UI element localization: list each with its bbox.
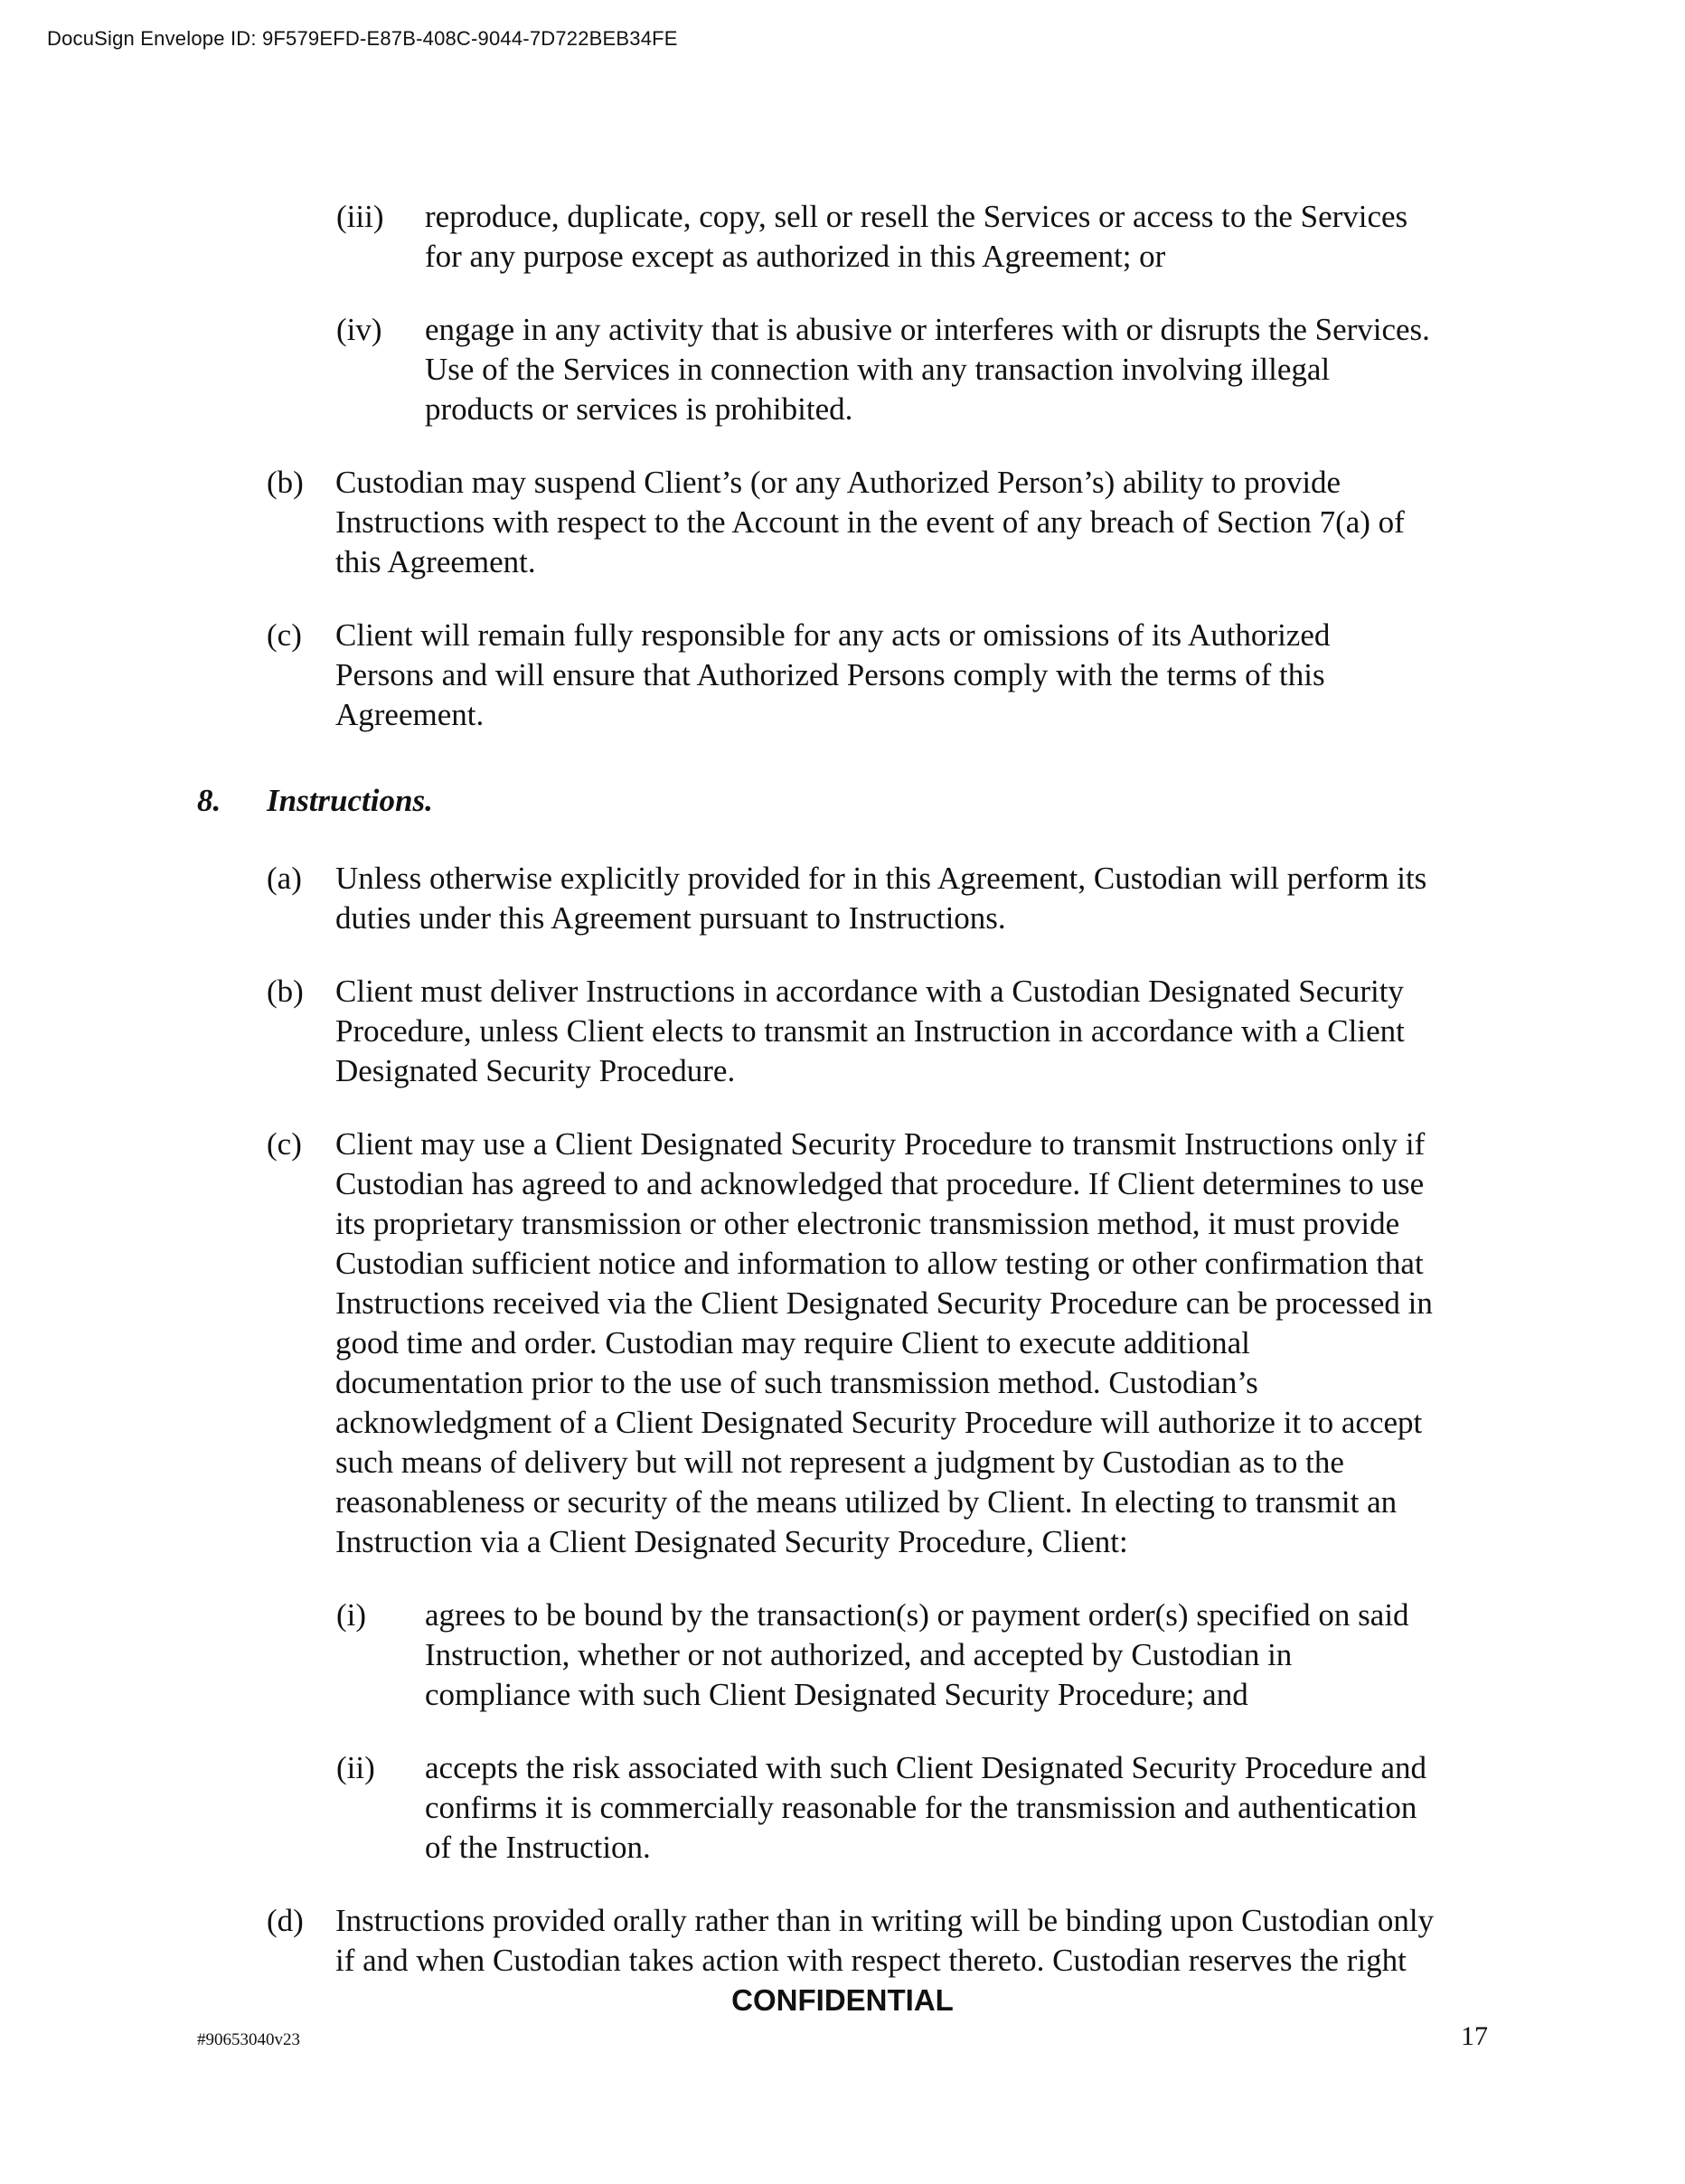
page-number: 17 [1461,2021,1488,2051]
text-line: its proprietary transmission or other electronic transmission method, it must provide [335,1206,1400,1241]
text-line: Client must deliver Instructions in accordance with a Custodian Designated Security [335,974,1404,1009]
text-line: Use of the Services in connection with any transaction involving illegal [425,352,1331,387]
clause-text [335,463,1405,582]
clause-text [425,1596,1409,1715]
clause-marker: (c) [267,617,302,653]
clause-marker: (ii) [336,1750,375,1785]
section-title: Instructions. [267,783,433,818]
document-number: #90653040v23 [197,2030,300,2049]
text-line: compliance with such Client Designated Security Procedure; and [425,1677,1248,1712]
text-line: this Agreement. [335,544,536,579]
clause-marker: (iii) [336,199,384,234]
text-line: documentation prior to the use of such transmission method. Custodian’s [335,1365,1258,1400]
text-line: reproduce, duplicate, copy, sell or resell the Services or access to the Services [425,199,1408,234]
clause-text [425,1748,1426,1868]
text-line: agrees to be bound by the transaction(s) or payment order(s) specified on said [425,1597,1409,1633]
clause-text [335,972,1405,1091]
clause-marker: (c) [267,1126,302,1162]
text-line: Instructions provided orally rather than in writing will be binding upon Custodian only [335,1903,1435,1938]
clause-text [335,1901,1434,1981]
docusign-envelope-id: DocuSign Envelope ID: 9F579EFD-E87B-408C-9044-7D722BEB34FE [47,27,678,50]
text-line: Procedure, unless Client elects to transmit an Instruction in accordance with a Client [335,1013,1405,1049]
text-line: engage in any activity that is abusive or interferes with or disrupts the Services. [425,312,1430,347]
confidential-label: CONFIDENTIAL [731,1983,954,2017]
text-line: products or services is prohibited. [425,391,853,427]
text-line: Agreement. [335,697,485,732]
clause-text [425,310,1430,429]
text-line: for any purpose except as authorized in this Agreement; or [425,239,1166,274]
text-line: Client will remain fully responsible for any acts or omissions of its Authorized [335,617,1331,653]
text-line: accepts the risk associated with such Client Designated Security Procedure and [425,1750,1427,1785]
text-line: reasonableness or security of the means utilized by Client. In electing to transmit an [335,1484,1398,1520]
clause-marker: (iv) [336,312,382,347]
text-line: confirms it is commercially reasonable for the transmission and authentication [425,1790,1417,1825]
text-line: Instructions with respect to the Account in the event of any breach of Section 7(a) of [335,504,1405,540]
text-line: Custodian may suspend Client’s (or any Authorized Person’s) ability to provide [335,465,1341,500]
clause-text [425,197,1407,277]
clause-text [335,1125,1433,1562]
clause-marker: (i) [336,1597,367,1633]
section-number: 8. [197,783,221,818]
text-line: Designated Security Procedure. [335,1053,736,1088]
text-line: of the Instruction. [425,1830,651,1865]
text-line: duties under this Agreement pursuant to Instructions. [335,900,1006,936]
text-line: Instruction via a Client Designated Security Procedure, Client: [335,1524,1128,1559]
clause-marker: (b) [267,974,304,1009]
text-line: if and when Custodian takes action with respect thereto. Custodian reserves the right [335,1943,1407,1978]
text-line: Custodian has agreed to and acknowledged that procedure. If Client determines to use [335,1166,1425,1201]
text-line: Instructions received via the Client Designated Security Procedure can be processed in [335,1285,1433,1321]
text-line: Instruction, whether or not authorized, and accepted by Custodian in [425,1637,1293,1672]
text-line: Unless otherwise explicitly provided for in this Agreement, Custodian will perform its [335,861,1427,896]
text-line: such means of delivery but will not represent a judgment by Custodian as to the [335,1445,1344,1480]
text-line: Custodian sufficient notice and information to allow testing or other confirmation that [335,1246,1424,1281]
clause-marker: (b) [267,465,304,500]
text-line: Persons and will ensure that Authorized Persons comply with the terms of this [335,657,1325,692]
clause-marker: (a) [267,861,302,896]
text-line: acknowledgment of a Client Designated Security Procedure will authorize it to accept [335,1405,1423,1440]
clause-marker: (d) [267,1903,304,1938]
clause-text [335,616,1330,735]
text-line: good time and order. Custodian may require Client to execute additional [335,1325,1250,1360]
text-line: Client may use a Client Designated Security Procedure to transmit Instructions only if [335,1126,1426,1162]
clause-text [335,859,1426,938]
